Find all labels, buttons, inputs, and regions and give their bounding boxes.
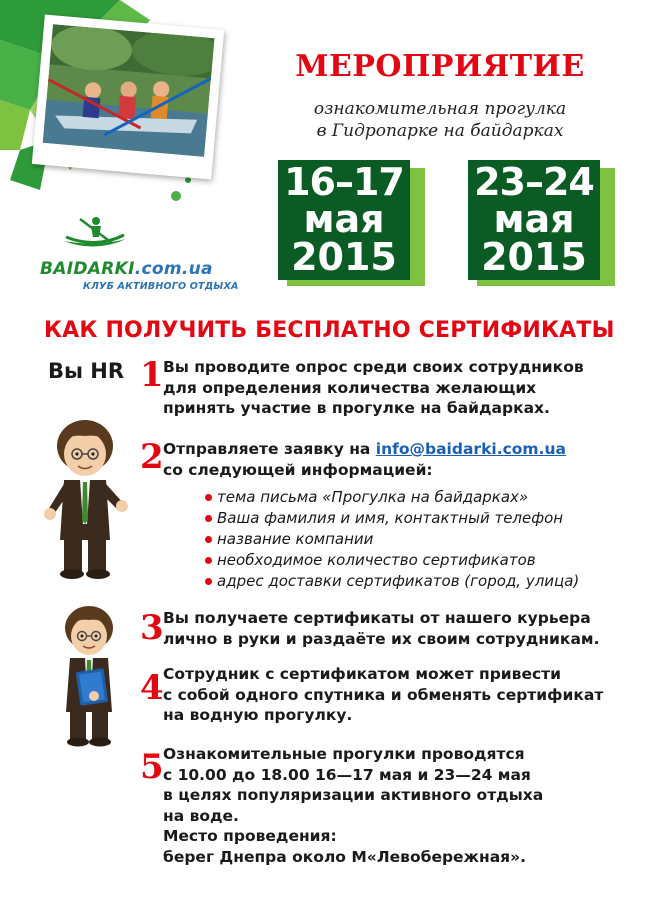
list-item: Ваша фамилия и имя, контактный телефон xyxy=(205,508,579,529)
step-line-prefix: Отправляете заявку на xyxy=(163,440,376,458)
step-line: на водную прогулку. xyxy=(163,706,353,724)
step-line: Сотрудник с сертификатом может привести xyxy=(163,665,562,683)
step-line: в целях популяризации активного отдыха xyxy=(163,786,544,804)
step-text-2 xyxy=(163,439,566,480)
date-block-1 xyxy=(278,160,424,290)
step-text-1 xyxy=(163,357,584,419)
step-line: Место проведения: xyxy=(163,827,337,845)
step-text-5 xyxy=(163,744,543,867)
businessman-with-folder-illustration xyxy=(48,600,130,750)
step-line: берег Днепра около М«Левобережная». xyxy=(163,847,527,866)
step-line: лично в руки и раздаёте их своим сотрудникам. xyxy=(163,629,600,648)
step-line: с 10.00 до 18.00 16—17 мая и 23—24 мая xyxy=(163,765,531,784)
hr-label: Вы HR xyxy=(48,359,125,383)
date-block-2 xyxy=(468,160,614,290)
list-item: тема письма «Прогулка на байдарках» xyxy=(205,487,579,508)
date-days: 16–17 xyxy=(284,160,404,204)
step-number-5: 5 xyxy=(140,747,164,787)
step-line: Вы получаете сертификаты от нашего курьера xyxy=(163,609,591,627)
kayak-photo xyxy=(32,14,224,179)
date-month: мая xyxy=(303,197,385,241)
date-year: 2015 xyxy=(291,235,397,279)
step-line: для определения количества желающих xyxy=(163,378,537,397)
logo-tagline: КЛУБ АКТИВНОГО ОТДЫХА xyxy=(83,281,239,292)
logo-tld: .com.ua xyxy=(134,259,213,279)
kayaker-logo-icon xyxy=(60,213,130,255)
businessman-illustration xyxy=(40,412,130,582)
step-line: на воде. xyxy=(163,806,239,825)
event-title: МЕРОПРИЯТИЕ xyxy=(295,49,585,84)
step-text-4 xyxy=(163,664,603,726)
step-line: с собой одного спутника и обменять сертификат xyxy=(163,685,604,704)
step-line: Вы проводите опрос среди своих сотрудников xyxy=(163,358,584,376)
request-info-list xyxy=(205,487,579,592)
section-title: КАК ПОЛУЧИТЬ БЕСПЛАТНО СЕРТИФИКАТЫ xyxy=(44,318,615,343)
date-month: мая xyxy=(493,197,575,241)
step-line: Ознакомительные прогулки проводятся xyxy=(163,745,525,763)
date-year: 2015 xyxy=(481,235,587,279)
step-line: со следующей информацией: xyxy=(163,460,433,479)
step-line xyxy=(163,439,566,460)
event-subtitle-line-1: ознакомительная прогулка xyxy=(313,99,567,119)
list-item: адрес доставки сертификатов (город, улица) xyxy=(205,571,579,592)
list-item: необходимое количество сертификатов xyxy=(205,550,579,571)
event-subtitle xyxy=(270,98,610,142)
step-number-1: 1 xyxy=(140,355,164,395)
event-subtitle-line-2: в Гидропарке на байдарках xyxy=(316,121,564,141)
step-line: принять участие в прогулке на байдарках. xyxy=(163,399,550,417)
step-number-3: 3 xyxy=(140,608,164,648)
list-item: название компании xyxy=(205,529,579,550)
step-text-3 xyxy=(163,608,599,649)
step-number-4: 4 xyxy=(140,668,164,708)
logo-name: BAIDARKI.com.ua xyxy=(40,259,213,279)
step-number-2: 2 xyxy=(140,437,164,477)
email-link[interactable]: info@baidarki.com.ua xyxy=(375,440,566,458)
date-days: 23–24 xyxy=(474,160,594,204)
